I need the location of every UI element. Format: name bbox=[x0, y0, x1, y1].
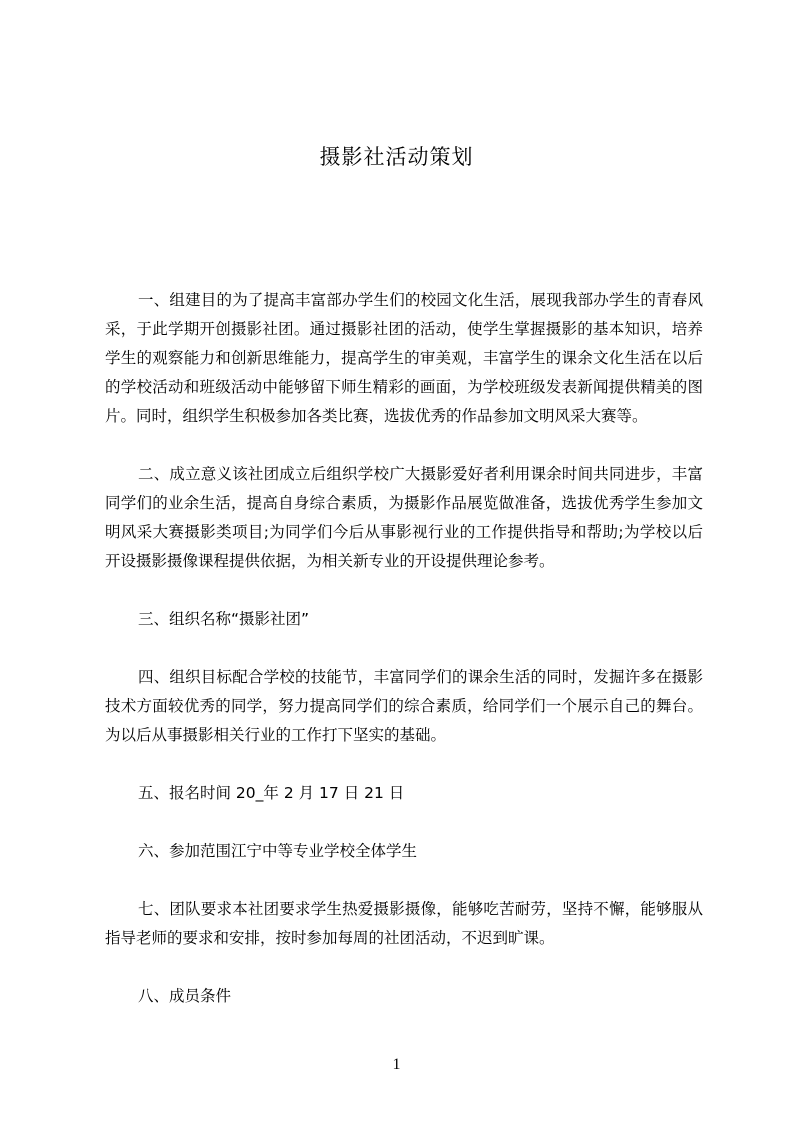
paragraph-scope: 六、参加范围江宁中等专业学校全体学生 bbox=[138, 842, 418, 860]
paragraph-member-conditions: 八、成员条件 bbox=[138, 987, 232, 1005]
page-title: 摄影社活动策划 bbox=[319, 145, 474, 169]
page-number: 1 bbox=[392, 1056, 401, 1073]
paragraph-significance: 二、成立意义该社团成立后组织学校广大摄影爱好者利用课余时间共同进步，丰富同学们的业余生活，提高自身综合素质，为摄影作品展览做准备，选拔优秀学生参加文明风采大赛摄影类项目;为同学们今后从事影视行业的工作提供指导和帮助;为学校以后开设摄影摄像课程提供依据，为相关新专业的开设提供理论参考。 bbox=[105, 465, 703, 570]
paragraph-goal: 四、组织目标配合学校的技能节，丰富同学们的课余生活的同时，发掘许多在摄影技术方面较优秀的同学，努力提高同学们的综合素质，给同学们一个展示自己的舞台。为以后从事摄影相关行业的工作打下坚实的基础。 bbox=[105, 668, 703, 744]
paragraph-name: 三、组织名称“摄影社团” bbox=[138, 610, 310, 628]
paragraph-purpose: 一、组建目的为了提高丰富部办学生们的校园文化生活，展现我部办学生的青春风采，于此学期开创摄影社团。通过摄影社团的活动，使学生掌握摄影的基本知识，培养学生的观察能力和创新思维能力，提高学生的审美观，丰富学生的课余文化生活在以后的学校活动和班级活动中能够留下师生精彩的画面，为学校班级发表新闻提供精美的图片。同时，组织学生积极参加各类比赛，选拔优秀的作品参加文明风采大赛等。 bbox=[105, 291, 703, 425]
paragraph-team-requirements: 七、团队要求本社团要求学生热爱摄影摄像，能够吃苦耐劳，坚持不懈，能够服从指导老师的要求和安排，按时参加每周的社团活动，不迟到旷课。 bbox=[105, 900, 703, 947]
paragraph-registration-time: 五、报名时间 20_年 2 月 17 日 21 日 bbox=[138, 784, 405, 802]
document-body bbox=[105, 286, 703, 1040]
